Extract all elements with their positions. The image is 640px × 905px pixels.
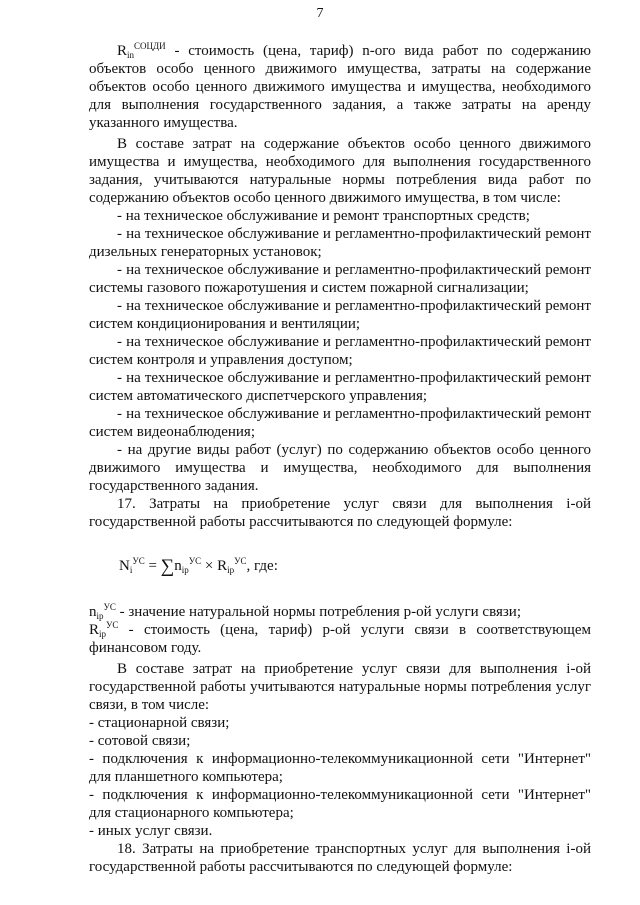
formula-lhs-subscript: i bbox=[129, 565, 133, 575]
formula-tail: , где: bbox=[246, 558, 278, 574]
communication-list bbox=[89, 714, 591, 840]
definition-n bbox=[89, 603, 591, 621]
paragraph-text: - стоимость (цена, тариф) n-ого вида работ по содержанию объектов особо ценного движимого имущества, затраты на содержание объектов особо ценного движимого имущества и имущества, необходимого для выполнения государственного задания, а также затраты на аренду указанного имущества. bbox=[89, 43, 591, 131]
list-item: - на другие виды работ (услуг) по содержанию объектов особо ценного движимого имущества и имущества, необходимого для выполнения государственного задания. bbox=[89, 442, 591, 494]
paragraph-17: 17. Затраты на приобретение услуг связи для выполнения i-ой государственной работы рассчитываются по следующей формуле: bbox=[89, 496, 591, 530]
list-item: - стационарной связи; bbox=[89, 715, 230, 731]
formula-r-superscript: УС bbox=[234, 556, 247, 566]
symbol-subscript: in bbox=[127, 50, 135, 60]
definition-r bbox=[89, 621, 591, 657]
formula-equals: = bbox=[144, 558, 161, 574]
formula-r-subscript: ip bbox=[227, 565, 235, 575]
definition-text: - значение натуральной нормы потребления p-ой услуги связи; bbox=[115, 604, 521, 620]
symbol: n bbox=[89, 604, 97, 620]
symbol-superscript: УС bbox=[103, 602, 116, 612]
symbol-superscript: УС bbox=[106, 620, 119, 630]
symbol-superscript: СОЦДИ bbox=[134, 41, 166, 51]
formula-r: R bbox=[217, 558, 228, 574]
formula-sum-sign: ∑ bbox=[160, 556, 175, 577]
list-item: - на техническое обслуживание и регламентно-профилактический ремонт систем автоматического диспетчерского управления; bbox=[89, 370, 591, 404]
symbol: R bbox=[117, 43, 128, 59]
symbol: R bbox=[89, 622, 100, 638]
symbol-subscript: ip bbox=[96, 611, 104, 621]
formula-times: × bbox=[201, 558, 218, 574]
formula-n: n bbox=[174, 558, 182, 574]
formula-lhs-superscript: УС bbox=[132, 556, 145, 566]
formula-n-superscript: УС bbox=[188, 556, 202, 566]
list-item: - подключения к информационно-телекоммуникационной сети "Интернет" для стационарного компьютера; bbox=[89, 787, 591, 821]
formula-lhs: N bbox=[119, 558, 130, 574]
paragraph-18: 18. Затраты на приобретение транспортных услуг для выполнения i-ой государственной работы рассчитываются по следующей формуле: bbox=[89, 841, 591, 875]
maintenance-list bbox=[89, 207, 591, 495]
paragraph-communication-norms: В составе затрат на приобретение услуг связи для выполнения i-ой государственной работы учитываются натуральные нормы потребления услуг связи, в том числе: bbox=[89, 661, 591, 713]
list-item: - на техническое обслуживание и регламентно-профилактический ремонт систем видеонаблюдения; bbox=[89, 406, 591, 440]
list-item: - на техническое обслуживание и регламентно-профилактический ремонт систем кондиционирования и вентиляции; bbox=[89, 298, 591, 332]
page-number: 7 bbox=[316, 6, 324, 21]
list-item: - на техническое обслуживание и регламентно-профилактический ремонт систем контроля и управления доступом; bbox=[89, 334, 591, 368]
formula-communication-costs bbox=[119, 557, 591, 577]
list-item: - на техническое обслуживание и ремонт транспортных средств; bbox=[117, 208, 530, 224]
definition-text: - стоимость (цена, тариф) p-ой услуги связи в соответствующем финансовом году. bbox=[89, 622, 591, 656]
list-item: - на техническое обслуживание и регламентно-профилактический ремонт системы газового пожаротушения и систем пожарной сигнализации; bbox=[89, 262, 591, 296]
paragraph-cost-definition bbox=[89, 42, 591, 132]
list-item: - на техническое обслуживание и регламентно-профилактический ремонт дизельных генераторных установок; bbox=[89, 226, 591, 260]
list-item: - подключения к информационно-телекоммуникационной сети "Интернет" для планшетного компьютера; bbox=[89, 751, 591, 785]
paragraph-maintenance-costs: В составе затрат на содержание объектов особо ценного движимого имущества и имущества, необходимого для выполнения государственного задания, учитываются натуральные нормы потребления вида работ по содержанию объектов особо ценного движимого имущества, в том числе: bbox=[89, 136, 591, 206]
page-body bbox=[89, 42, 591, 876]
list-item: - сотовой связи; bbox=[89, 733, 191, 749]
list-item: - иных услуг связи. bbox=[89, 823, 213, 839]
formula-n-subscript: ip bbox=[181, 565, 189, 575]
symbol-subscript: ip bbox=[99, 629, 107, 639]
